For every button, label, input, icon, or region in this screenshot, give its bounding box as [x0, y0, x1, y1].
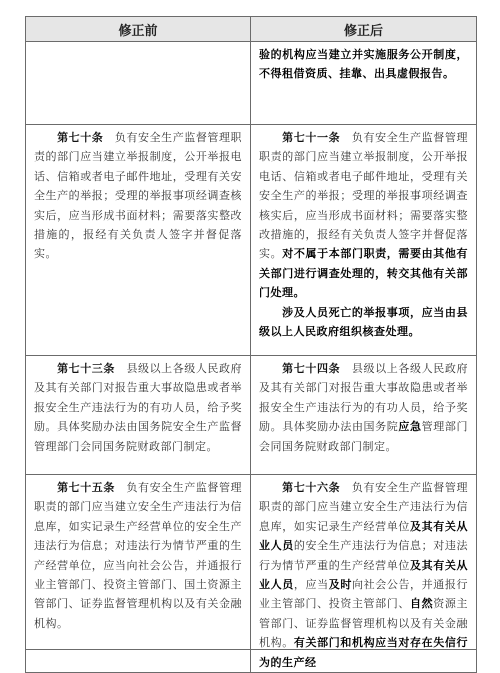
- article-number: 第七十四条: [282, 362, 341, 375]
- paragraph: [259, 303, 468, 342]
- table-row: [26, 356, 477, 475]
- paragraph: [259, 478, 468, 672]
- clause-text: 县级以上各级人民政府及其有关部门对报告重大事故隐患或者举报安全生产违法行为的有功人员，给予奖励。具体奖励办法由国务院: [259, 362, 469, 434]
- paragraph: [259, 45, 468, 84]
- paragraph: [34, 128, 242, 264]
- amended-text: 有关部门和机构应当对存在失信行为的生产经: [259, 636, 469, 669]
- amended-text: 涉及人员死亡的举报事项，应当由县级以上人民政府组织核查处理。: [259, 305, 468, 339]
- article-number: 第七十一条: [282, 131, 341, 144]
- header-after: 修正后: [251, 17, 477, 42]
- clause-text: 负有安全生产监督管理职责的部门应当建立举报制度，公开举报电话、信箱或者电子邮件地址，受理有关安全生产的举报；受理的举报事项经调查核实后，应当形成书面材料；需要落实整改措施的，报经有关负责人签字并督促落实。: [34, 131, 243, 261]
- cell-after: [251, 356, 476, 456]
- cell-before: [26, 42, 250, 45]
- table-row: [26, 42, 477, 125]
- amended-text: 及时: [328, 578, 352, 592]
- comparison-table: [25, 16, 477, 673]
- clause-text: 负有安全生产监督管理职责的部门应当建立举报制度，公开举报电话、信箱或者电子邮件地址，受理有关安全生产的举报；受理的举报事项经调查核实后，应当形成书面材料；需要落实整改措施的，报经有关负责人签字并督促落实。: [259, 131, 469, 261]
- amended-text: 对不属于本部门职责，需要由其他有关部门进行调查处理的，转交其他有关部门处理。: [259, 247, 469, 300]
- amended-text: 及其有关从业人员: [259, 519, 469, 553]
- clause-text: 负有安全生产监督管理职责的部门应当建立安全生产违法行为信息库，如实记录生产经营单位的安全生产违法行为信息；对违法行为情节严重的生产经营单位，应当向社会公告，并通报行业主管部门、投资主管部门、国土资源主管部门、证券监督管理机构以及有关金融机构。: [34, 481, 243, 630]
- clause-text: 负有安全生产监督管理职责的部门应当建立安全生产违法行为信息库，如实记录生产经营单位: [259, 481, 469, 533]
- paragraph: [259, 128, 468, 303]
- paragraph: [34, 359, 242, 456]
- amended-text: 验的机构应当建立并实施服务公开制度，不得租借资质、挂靠、出具虚假报告。: [259, 48, 468, 81]
- cell-after: [251, 42, 476, 84]
- cell-after: [251, 475, 476, 672]
- article-number: 第七十三条: [57, 362, 115, 375]
- table-bottom-border: [25, 649, 476, 650]
- clause-text: 县级以上各级人民政府及其有关部门对报告重大事故隐患或者举报安全生产违法行为的有功人员，给予奖励。具体奖励办法由国务院安全生产监督管理部门会同国务院财政部门制定。: [34, 362, 243, 453]
- cell-before: [26, 356, 250, 456]
- article-number: 第七十条: [57, 131, 104, 144]
- header-before: 修正前: [26, 17, 251, 42]
- article-number: 第七十五条: [57, 481, 115, 494]
- clause-text: 向社会公告，并通报行业主管部门、投资主管部门、: [259, 578, 469, 611]
- paragraph: [34, 478, 242, 633]
- amended-text: 及其有关从业人员: [259, 558, 469, 592]
- clause-text: ，应当: [293, 578, 329, 592]
- table-row: [26, 475, 477, 673]
- amended-text: 自然: [410, 597, 434, 611]
- clause-text: 管理部门会同国务院财政部门制定。: [259, 420, 469, 453]
- amended-text: 应急: [398, 420, 422, 434]
- article-number: 第七十六条: [282, 481, 341, 494]
- clause-text: 资源主管部门、证券监督管理机构以及有关金融机构。: [259, 597, 469, 650]
- cell-before: [26, 125, 250, 264]
- table-row: [26, 125, 477, 356]
- cell-before: [26, 475, 250, 633]
- header-row: [26, 17, 477, 42]
- clause-text: 的安全生产违法行为信息；对违法行为情节严重的生产经营单位: [259, 539, 469, 572]
- paragraph: [259, 359, 468, 456]
- cell-after: [251, 125, 476, 341]
